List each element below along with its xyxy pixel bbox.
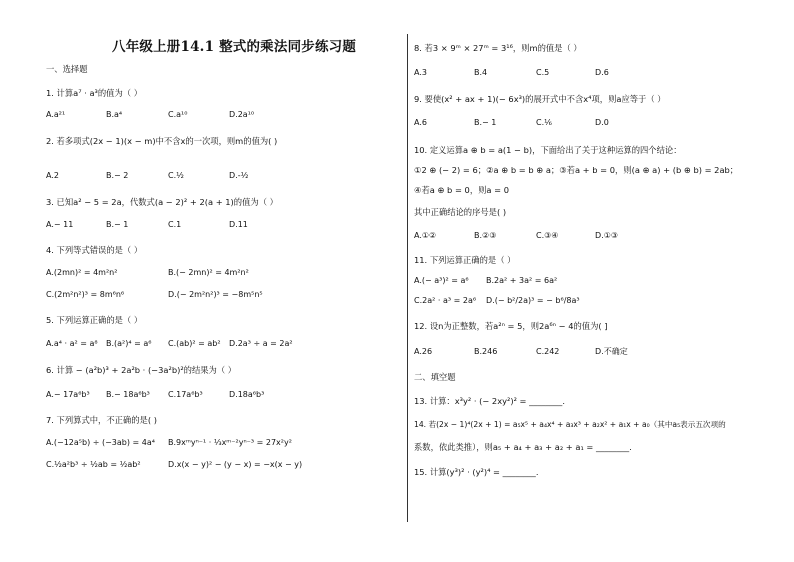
q3-option-a: A.− 11: [46, 220, 74, 229]
column-divider: [407, 34, 408, 522]
q1-option-c: C.a¹⁰: [168, 110, 188, 119]
q6-option-a: A.− 17a⁶b³: [46, 390, 90, 399]
q7-option-b: B.9xᵐyⁿ⁻¹ · ⅓xᵐ⁻²yⁿ⁻³ = 27x²y²: [168, 438, 292, 447]
q10-option-d: D.①③: [595, 231, 619, 240]
q9-option-c: C.⅙: [536, 118, 552, 127]
q1-option-d: D.2a¹⁰: [229, 110, 255, 119]
q10-line2: ①2 ⊕ (− 2) = 6；②a ⊕ b = b ⊕ a；③若a + b = 0，则(a ⊕ a) + (b ⊕ b) = 2ab；: [414, 165, 739, 175]
q8-option-a: A.3: [414, 68, 427, 77]
q7-stem: 7. 下列算式中，不正确的是( ): [46, 415, 157, 425]
q10-option-c: C.③④: [536, 231, 559, 240]
q12-option-c: C.242: [536, 347, 560, 356]
page-title: 八年级上册14.1 整式的乘法同步练习题: [112, 39, 357, 55]
q6-option-c: C.17a⁶b³: [168, 390, 203, 399]
q1-option-b: B.a⁴: [106, 110, 123, 119]
q11-option-d: D.(− b²/2a)³ = − b⁶/8a³: [486, 296, 580, 305]
q10-stem: 10. 定义运算a ⊕ b = a(1 − b)，下面给出了关于这种运算的四个结论：: [414, 145, 682, 155]
q4-option-a: A.(2mn)² = 4m²n²: [46, 268, 118, 277]
q9-option-b: B.− 1: [474, 118, 497, 127]
q4-option-d: D.(− 2m²n²)³ = −8m⁵n⁵: [168, 290, 263, 299]
q8-option-b: B.4: [474, 68, 488, 77]
q10-option-a: A.①②: [414, 231, 437, 240]
q13-stem: 13. 计算：x³y² · (− 2xy²)² = ________.: [414, 396, 565, 406]
q2-option-b: B.− 2: [106, 171, 129, 180]
q5-option-b: B.(a²)⁴ = a⁶: [106, 339, 152, 348]
q1-stem: 1. 计算a⁷ · a³的值为（ ）: [46, 88, 143, 98]
q9-option-a: A.6: [414, 118, 427, 127]
q4-option-b: B.(− 2mn)² = 4m²n²: [168, 268, 249, 277]
q6-option-b: B.− 18a⁶b³: [106, 390, 150, 399]
q2-option-d: D.-½: [229, 171, 249, 180]
q3-stem: 3. 已知a² − 5 = 2a，代数式(a − 2)² + 2(a + 1)的值为（ ）: [46, 197, 278, 207]
q5-option-d: D.2a³ ÷ a = 2a²: [229, 339, 293, 348]
section-choice: 一、选择题: [46, 64, 88, 74]
q14-line2: 系数，依此类推），则a₅ + a₄ + a₃ + a₂ + a₁ = ________.: [414, 442, 632, 452]
q12-stem: 12. 设n为正整数，若a²ⁿ = 5，则2a⁶ⁿ − 4的值为( ]: [414, 321, 608, 331]
q8-option-c: C.5: [536, 68, 550, 77]
q7-option-c: C.½a²b³ ÷ ½ab = ½ab²: [46, 460, 141, 469]
q12-option-d: D.不确定: [595, 347, 628, 356]
q11-option-c: C.2a² · a³ = 2a⁶: [414, 296, 477, 305]
q2-option-a: A.2: [46, 171, 59, 180]
q11-option-b: B.2a² + 3a² = 6a²: [486, 276, 558, 285]
q1-option-a: A.a²¹: [46, 110, 66, 119]
q2-option-c: C.½: [168, 171, 184, 180]
q3-option-b: B.− 1: [106, 220, 129, 229]
q14-stem: 14. 若(2x − 1)⁴(2x + 1) = a₅x⁵ + a₄x⁴ + a₃x³ + a₂x² + a₁x + a₀（其中a₅表示五次项的: [414, 420, 726, 429]
q6-option-d: D.18a⁶b³: [229, 390, 265, 399]
q15-stem: 15. 计算(y³)² · (y²)⁴ = ________.: [414, 467, 539, 477]
q3-option-c: C.1: [168, 220, 182, 229]
q8-option-d: D.6: [595, 68, 609, 77]
q2-stem: 2. 若多项式(2x − 1)(x − m)中不含x的一次项，则m的值为( ): [46, 136, 278, 146]
q5-option-c: C.(ab)² = ab²: [168, 339, 221, 348]
q5-stem: 5. 下列运算正确的是（ ）: [46, 315, 143, 325]
q7-option-a: A.(−12a⁵b) ÷ (−3ab) = 4a⁴: [46, 438, 155, 447]
section-fill: 二、填空题: [414, 372, 456, 382]
q10-line3: ④若a ⊕ b = 0，则a = 0: [414, 185, 510, 195]
q3-option-d: D.11: [229, 220, 248, 229]
q12-option-b: B.246: [474, 347, 498, 356]
q4-stem: 4. 下列等式错误的是（ ）: [46, 245, 143, 255]
q6-stem: 6. 计算 − (a²b)³ + 2a²b · (−3a²b)²的结果为（ ）: [46, 365, 237, 375]
q4-option-c: C.(2m²n²)³ = 8m⁶n⁶: [46, 290, 125, 299]
q9-stem: 9. 要使(x² + ax + 1)(− 6x³)的展开式中不含x⁴项，则a应等于（ ）: [414, 94, 666, 104]
q12-option-a: A.26: [414, 347, 433, 356]
q10-line4: 其中正确结论的序号是( ): [414, 207, 507, 217]
q7-option-d: D.x(x − y)² − (y − x) = −x(x − y): [168, 460, 303, 469]
q9-option-d: D.0: [595, 118, 609, 127]
q8-stem: 8. 若3 × 9ᵐ × 27ᵐ = 3¹⁶，则m的值是（ ）: [414, 43, 582, 53]
q10-option-b: B.②③: [474, 231, 497, 240]
q5-option-a: A.a⁴ · a² = a⁸: [46, 339, 98, 348]
q11-option-a: A.(− a³)² = a⁶: [414, 276, 469, 285]
q11-stem: 11. 下列运算正确的是（ ）: [414, 255, 516, 265]
